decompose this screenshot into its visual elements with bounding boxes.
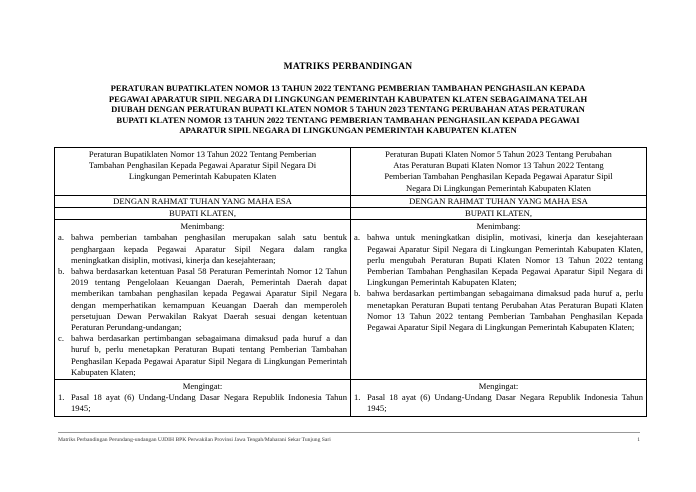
- page-footer: [58, 432, 640, 443]
- list-item: [354, 232, 643, 288]
- right-header-line: Peraturan Bupati Klaten Nomor 5 Tahun 2023 Tentang Perubahan: [385, 149, 612, 159]
- table-row-header: [55, 148, 647, 196]
- list-item: [354, 392, 643, 414]
- comparison-table: [54, 147, 647, 417]
- item-label: b.: [354, 288, 361, 299]
- left-rahmat: DENGAN RAHMAT TUHAN YANG MAHA ESA: [55, 195, 351, 207]
- left-header-line: Peraturan Bupatiklaten Nomor 13 Tahun 2022 Tentang Pemberian: [88, 149, 317, 159]
- table-row-bupati: [55, 208, 647, 220]
- subtitle-line: BUPATI KLATEN NOMOR 13 TAHUN 2022 TENTANG PEMBERIAN TAMBAHAN PENGHASILAN KEPADA PEGAWAI: [116, 114, 580, 125]
- subtitle-line: PEGAWAI APARATUR SIPIL NEGARA DI LINGKUNGAN PEMERINTAH KABUPATEN KLATEN SEBAGAIMANA TELAH: [108, 93, 588, 104]
- item-text: Pasal 18 ayat (6) Undang-Undang Dasar Negara Republik Indonesia Tahun 1945;: [71, 392, 347, 414]
- item-label: 1.: [58, 392, 65, 403]
- page-number: 1: [637, 437, 640, 443]
- list-item: [58, 333, 347, 378]
- subtitle-line: PERATURAN BUPATIKLATEN NOMOR 13 TAHUN 2022 TENTANG PEMBERIAN TAMBAHAN PENGHASILAN KEPADA: [110, 83, 586, 93]
- list-item: [58, 266, 347, 333]
- item-label: b.: [58, 266, 65, 277]
- left-column-header: [55, 148, 351, 196]
- left-header-line: Tambahan Penghasilan Kepada Pegawai Aparatur Sipil Negara Di: [88, 160, 317, 171]
- item-text: bahwa berdasarkan ketentuan Pasal 58 Peraturan Pemerintah Nomor 12 Tahun 2019 tentang Pengelolaan Keuangan Daerah, Pemerintah Daerah dapat memberikan tambahan penghasilan kepada Pegawai Aparatur Sipil Negara dengan memperhatikan kemampuan Keuangan Daerah dan memperoleh persetujuan Dewan Perwakilan Rakyat Daerah sesuai dengan ketentuan Peraturan Perundang-undangan;: [71, 266, 347, 333]
- subtitle-line: DIUBAH DENGAN PERATURAN BUPATI KLATEN NOMOR 5 TAHUN 2023 TENTANG PERUBAHAN ATAS PERATURAN: [111, 104, 585, 115]
- item-text: bahwa berdasarkan pertimbangan sebagaimana dimaksud pada huruf a, perlu menetapkan Peraturan Bupati tentang Perubahan Atas Peraturan Bupati Klaten Nomor 13 Tahun 2022 tentang Pemberian Tambahan Penghasilan Kepada Pegawai Aparatur Sipil Negara di Lingkungan Pemerintah Kabupaten Klaten;: [367, 288, 643, 333]
- right-menimbang-heading: Menimbang:: [476, 221, 521, 232]
- right-mengingat-cell: [351, 380, 647, 417]
- item-text: bahwa berdasarkan pertimbangan sebagaimana dimaksud pada huruf a dan huruf b, perlu menetapkan Peraturan Bupati tentang Pemberian Tambahan Penghasilan Kepada Pegawai Aparatur Sipil Negara di Lingkungan Pemerintah Kabupaten Klaten;: [71, 333, 347, 377]
- left-header-line: Lingkungan Pemerintah Kabupaten Klaten: [128, 171, 277, 182]
- item-text: bahwa pemberian tambahan penghasilan merupakan salah satu bentuk penghargaan kepada Pegawai Aparatur Sipil Negara dalam rangka meningkatkan disiplin, motivasi, kinerja dan kesejahteraan;: [71, 232, 347, 265]
- item-label: a.: [58, 232, 64, 243]
- right-menimbang-cell: [351, 220, 647, 380]
- table-row-rahmat: [55, 195, 647, 207]
- document-title: MATRIKS PERBANDINGAN: [283, 62, 413, 72]
- item-label: 1.: [354, 392, 361, 403]
- right-column-header: [351, 148, 647, 196]
- table-row-menimbang: [55, 220, 647, 380]
- left-menimbang-heading: Menimbang:: [180, 221, 225, 232]
- table-row-mengingat: [55, 380, 647, 417]
- left-menimbang-cell: [55, 220, 351, 380]
- right-mengingat-heading: Mengingat:: [478, 381, 519, 392]
- item-text: Pasal 18 ayat (6) Undang-Undang Dasar Negara Republik Indonesia Tahun 1945;: [367, 392, 643, 414]
- item-text: bahwa untuk meningkatkan disiplin, motivasi, kinerja dan kesejahteraan Pegawai Aparatur Sipil Negara di Lingkungan Pemerintah Kabupaten Klaten, perlu mengubah Peraturan Bupati Klaten Nomor 13 Tahun 2022 tentang Pemberian Tambahan Penghasilan Kepada Pegawai Aparatur Sipil Negara di Lingkungan Pemerintah Kabupaten Klaten;: [367, 232, 643, 288]
- item-label: c.: [58, 333, 64, 344]
- left-bupati: BUPATI KLATEN,: [55, 208, 351, 220]
- list-item: [58, 232, 347, 266]
- left-mengingat-heading: Mengingat:: [182, 381, 223, 392]
- right-header-line: Pemberian Tambahan Penghasilan Kepada Pegawai Aparatur Sipil: [384, 171, 613, 182]
- footer-text: Matriks Perbandingan Perundang-undangan UJDIH BPK Perwakilan Provinsi Jawa Tengah/Maharani Sekar Tunjung Sari: [58, 437, 331, 443]
- document-subtitle: [60, 83, 636, 136]
- list-item: [58, 392, 347, 414]
- right-bupati: BUPATI KLATEN,: [351, 208, 647, 220]
- right-header-line: Negara Di Lingkungan Pemerintah Kabupaten Klaten: [406, 182, 591, 193]
- left-mengingat-cell: [55, 380, 351, 417]
- right-rahmat: DENGAN RAHMAT TUHAN YANG MAHA ESA: [351, 195, 647, 207]
- list-item: [354, 288, 643, 333]
- item-label: a.: [354, 232, 360, 243]
- subtitle-line: APARATUR SIPIL NEGARA DI LINGKUNGAN PEMERINTAH KABUPATEN KLATEN: [179, 125, 517, 136]
- right-header-line: Atas Peraturan Bupati Klaten Nomor 13 Tahun 2022 Tentang: [393, 160, 604, 171]
